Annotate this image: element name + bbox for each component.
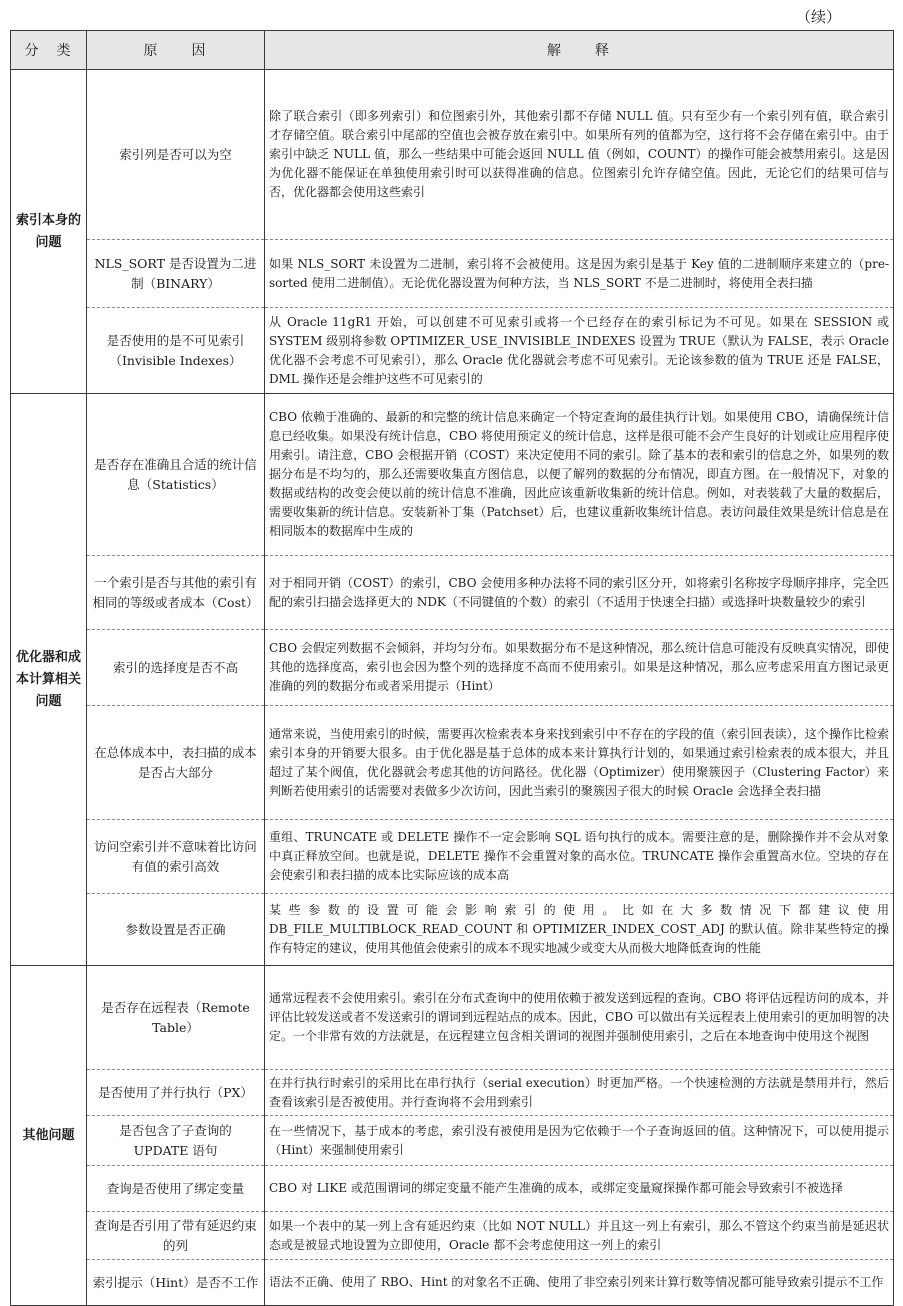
table-row <box>11 706 894 820</box>
reason-cell: 是否存在准确且合适的统计信息（Statistics） <box>87 394 265 556</box>
table-row <box>11 820 894 894</box>
explanation-cell: 某些参数的设置可能会影响索引的使用。比如在大多数情况下都建议使用 DB_FILE_MULTIBLOCK_READ_COUNT 和 OPTIMIZER_INDEX_COST_ADJ 的默认值。除非某些特定的操作有特定的建议，使用其他值会使索引的成本不现实地减少或变大从而极大地降低查询的性能 <box>265 894 894 966</box>
table-row <box>11 1212 894 1260</box>
reason-cell: 是否存在远程表（Remote Table） <box>87 966 265 1070</box>
explanation-cell: 对于相同开销（COST）的索引，CBO 会使用多种办法将不同的索引区分开，如将索引名称按字母顺序排序，完全匹配的索引扫描会选择更大的 NDK（不同键值的个数）的索引（不适用于快速全扫描）或选择叶块数量较少的索引 <box>265 556 894 630</box>
table-header-row <box>11 31 894 70</box>
header-reason: 原 因 <box>87 31 265 70</box>
table-row <box>11 70 894 240</box>
explanation-cell: 如果 NLS_SORT 未设置为二进制，索引将不会被使用。这是因为索引是基于 Key 值的二进制顺序来建立的（pre-sorted 使用二进制值）。无论优化器设置为何种方法，当 NLS_SORT 不是二进制时，将使用全表扫描 <box>265 240 894 308</box>
explanation-cell: 在一些情况下，基于成本的考虑，索引没有被使用是因为它依赖于一个子查询返回的值。这种情况下，可以使用提示（Hint）来强制使用索引 <box>265 1116 894 1166</box>
table-row <box>11 966 894 1070</box>
category-cell: 其他问题 <box>11 966 87 1306</box>
reason-cell: 查询是否引用了带有延迟约束的列 <box>87 1212 265 1260</box>
index-issues-table <box>10 30 894 1306</box>
explanation-cell: 在并行执行时索引的采用比在串行执行（serial execution）时更加严格。一个快速检测的方法就是禁用并行，然后查看该索引是否被使用。并行查询将不会用到索引 <box>265 1070 894 1116</box>
reason-cell: 是否使用了并行执行（PX） <box>87 1070 265 1116</box>
category-cell: 索引本身的问题 <box>11 70 87 394</box>
reason-cell: 是否包含了子查询的 UPDATE 语句 <box>87 1116 265 1166</box>
table-row <box>11 1166 894 1212</box>
explanation-cell: 通常远程表不会使用索引。索引在分布式查询中的使用依赖于被发送到远程的查询。CBO 将评估远程访问的成本，并评估比较发送或者不发送索引的谓词到远程站点的成本。因此，CBO 可以做出有关远程表上使用索引的更加明智的决定。一个非常有效的方法就是，在远程建立包含相关谓词的视图并强制使用索引，之后在本地查询中使用这个视图 <box>265 966 894 1070</box>
reason-cell: 访问空索引并不意味着比访问有值的索引高效 <box>87 820 265 894</box>
reason-cell: 查询是否使用了绑定变量 <box>87 1166 265 1212</box>
reason-cell: 是否使用的是不可见索引（Invisible Indexes） <box>87 308 265 394</box>
table-row <box>11 1260 894 1306</box>
header-category: 分 类 <box>11 31 87 70</box>
explanation-cell: 通常来说，当使用索引的时候，需要再次检索表本身来找到索引中不存在的字段的值（索引回表读），这个操作比检索索引本身的开销要大很多。由于优化器是基于总体的成本来计算执行计划的，如果通过索引检索表的成本很大，并且超过了某个阀值，优化器就会考虑其他的访问路径。优化器（Optimizer）使用聚簇因子（Clustering Factor）来判断若使用索引的话需要对表做多少次访问，因此当索引的聚簇因子很大的时候 Oracle 会选择全表扫描 <box>265 706 894 820</box>
table-row <box>11 394 894 556</box>
table-row <box>11 556 894 630</box>
table-row <box>11 308 894 394</box>
reason-cell: 索引列是否可以为空 <box>87 70 265 240</box>
reason-cell: 在总体成本中，表扫描的成本是否占大部分 <box>87 706 265 820</box>
reason-cell: 索引的选择度是否不高 <box>87 630 265 706</box>
table-row <box>11 894 894 966</box>
explanation-cell: 如果一个表中的某一列上含有延迟约束（比如 NOT NULL）并且这一列上有索引，那么不管这个约束当前是延迟状态或是被显式地设置为立即使用，Oracle 都不会考虑使用这一列上的索引 <box>265 1212 894 1260</box>
explanation-cell: 除了联合索引（即多列索引）和位图索引外，其他索引都不存储 NULL 值。只有至少有一个索引列有值，联合索引才存储空值。联合索引中尾部的空值也会被存放在索引中。如果所有列的值都为空，这行将不会存储在索引中。由于索引中缺乏 NULL 值，那么一些结果中可能会返回 NULL 值（例如，COUNT）的操作可能会被禁用索引。这是因为优化器不能保证在单独使用索引时可以获得准确的信息。位图索引允许存储空值。因此，无论它们的结果可信与否，优化器都会使用这些索引 <box>265 70 894 240</box>
table-row <box>11 630 894 706</box>
reason-cell: NLS_SORT 是否设置为二进制（BINARY） <box>87 240 265 308</box>
table-row <box>11 240 894 308</box>
explanation-cell: 重组、TRUNCATE 或 DELETE 操作不一定会影响 SQL 语句执行的成本。需要注意的是，删除操作并不会从对象中真正释放空间。也就是说，DELETE 操作不会重置对象的高水位。TRUNCATE 操作会重置高水位。空块的存在会使索引和表扫描的成本比实际应该的成本高 <box>265 820 894 894</box>
continued-label: （续） <box>795 8 841 26</box>
explanation-cell: 语法不正确、使用了 RBO、Hint 的对象名不正确、使用了非空索引列来计算行数等情况都可能导致索引提示不工作 <box>265 1260 894 1306</box>
reason-cell: 参数设置是否正确 <box>87 894 265 966</box>
explanation-cell: 从 Oracle 11gR1 开始，可以创建不可见索引或将一个已经存在的索引标记为不可见。如果在 SESSION 或 SYSTEM 级别将参数 OPTIMIZER_USE_INVISIBLE_INDEXES 设置为 TRUE（默认为 FALSE，表示 Oracle 优化器不会考虑不可见索引），那么 Oracle 优化器就会考虑不可见索引。无论该参数的值为 TRUE 还是 FALSE，DML 操作还是会维护这些不可见索引的 <box>265 308 894 394</box>
explanation-cell: CBO 会假定列数据不会倾斜，并均匀分布。如果数据分布不是这种情况，那么统计信息可能没有反映真实情况，即使其他的选择度高，索引也会因为整个列的选择度不高而不使用索引。如果是这种情况，那么应考虑采用直方图记录更准确的列的数据分布或者采用提示（Hint） <box>265 630 894 706</box>
reason-cell: 索引提示（Hint）是否不工作 <box>87 1260 265 1306</box>
reason-cell: 一个索引是否与其他的索引有相同的等级或者成本（Cost） <box>87 556 265 630</box>
explanation-cell: CBO 对 LIKE 或范围谓词的绑定变量不能产生准确的成本，或绑定变量窥探操作都可能会导致索引不被选择 <box>265 1166 894 1212</box>
table-row <box>11 1070 894 1116</box>
category-cell: 优化器和成本计算相关问题 <box>11 394 87 966</box>
header-explanation: 解 释 <box>265 31 894 70</box>
table-row <box>11 1116 894 1166</box>
explanation-cell: CBO 依赖于准确的、最新的和完整的统计信息来确定一个特定查询的最佳执行计划。如果使用 CBO，请确保统计信息已经收集。如果没有统计信息，CBO 将使用预定义的统计信息，这样是很可能不会产生良好的计划或让应用程序使用索引。请注意，CBO 会根据开销（COST）来决定使用不同的索引。除了基本的表和索引的信息之外，如果列的数据分布是不均匀的，那么还需要收集直方图信息，以便了解列的数据的分布情况，即直方图。在一般情况下，对象的数据或结构的改变会使以前的统计信息不准确，因此应该重新收集新的统计信息。例如，对表装载了大量的数据后，需要收集新的统计信息。安装新补丁集（Patchset）后，也建议重新收集统计信息。表访问最佳效果是统计信息是在相同版本的数据库中生成的 <box>265 394 894 556</box>
